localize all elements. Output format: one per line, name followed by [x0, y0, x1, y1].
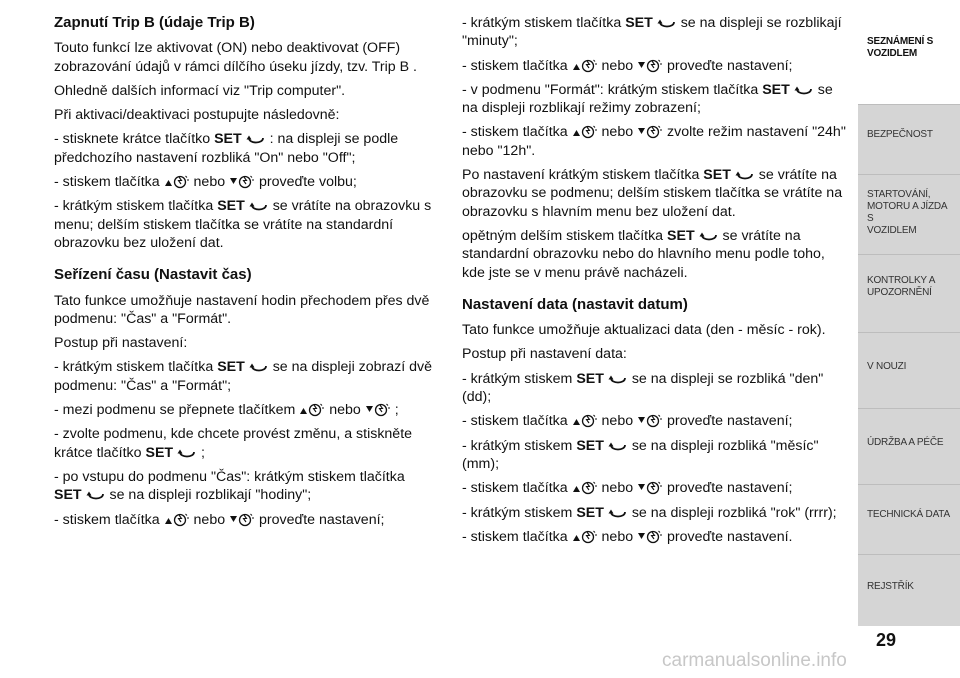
- step-text: - stiskem tlačítka: [462, 480, 568, 497]
- instruction-step: [54, 358, 434, 395]
- instruction-step: [462, 81, 846, 118]
- down-voice-icon: [637, 57, 663, 73]
- down-voice-icon: [637, 528, 663, 544]
- instruction-step: [54, 173, 434, 191]
- step-text: se na displeji rozbliká "měsíc" (mm);: [462, 437, 819, 472]
- paragraph: Postup při nastavení:: [54, 335, 188, 352]
- up-voice-icon: [572, 479, 598, 495]
- tab-label: ÚDRŽBA A PÉČE: [867, 437, 944, 448]
- tab-label: UPOZORNĚNÍ: [867, 287, 932, 298]
- return-arrow-icon: [699, 231, 719, 243]
- paragraph: Ohledně dalších informací viz "Trip computer".: [54, 82, 346, 99]
- up-voice-icon: [572, 123, 598, 139]
- section-heading-time: Seřízení času (Nastavit čas): [54, 266, 252, 284]
- down-voice-icon: [229, 511, 255, 527]
- step-text: - mezi podmenu se přepnete tlačítkem: [54, 402, 296, 419]
- paragraph: Při aktivaci/deaktivaci postupujte následovně:: [54, 107, 340, 124]
- step-text: - krátkým stiskem tlačítka: [54, 359, 214, 376]
- tab-v-nouzi[interactable]: [858, 332, 960, 408]
- instruction-step: [54, 130, 434, 167]
- down-voice-icon: [229, 173, 255, 189]
- up-voice-icon: [299, 401, 325, 417]
- step-text: se na displeji se rozbliká "den" (dd);: [462, 370, 824, 406]
- step-text: - krátkým stiskem: [462, 437, 573, 454]
- step-text: - stisknete krátce tlačítko: [54, 131, 211, 148]
- tab-kontrolky-a-upozorneni[interactable]: [858, 254, 960, 332]
- step-text: proveďte nastavení;: [667, 413, 793, 430]
- up-voice-icon: [164, 511, 190, 527]
- step-text: ;: [200, 444, 205, 461]
- set-button-label: SET: [145, 444, 174, 461]
- instruction-step: [54, 401, 434, 419]
- down-voice-icon: [637, 479, 663, 495]
- return-arrow-icon: [177, 448, 197, 460]
- instruction-step: [462, 528, 846, 546]
- step-text: zvolte režim nastavení "24h" nebo "12h".: [462, 124, 846, 159]
- step-text: - v podmenu "Formát": krátkým stiskem tlačítka: [462, 81, 759, 98]
- instruction-step: [462, 227, 846, 282]
- set-button-label: SET: [762, 81, 790, 98]
- section-heading-trip-b: Zapnutí Trip B (údaje Trip B): [54, 14, 255, 31]
- tab-label: REJSTŘÍK: [867, 581, 914, 592]
- down-voice-icon: [637, 123, 663, 139]
- step-text: nebo: [601, 528, 634, 545]
- step-text: - krátkým stiskem tlačítka: [462, 15, 622, 31]
- step-text: se na displeji rozbliká "rok" (rrrr);: [631, 504, 837, 521]
- step-text: se na displeji se rozblikají "minuty";: [462, 15, 842, 50]
- set-button-label: SET: [576, 370, 604, 387]
- return-arrow-icon: [794, 85, 814, 97]
- tab-label: SEZNÁMENÍ S: [867, 36, 934, 47]
- step-text: - krátkým stiskem: [462, 370, 573, 387]
- step-text: nebo: [193, 174, 226, 191]
- up-voice-icon: [572, 412, 598, 428]
- tab-label: BEZPEČNOST: [867, 129, 933, 140]
- tab-label: STARTOVÁNÍ,: [867, 189, 931, 200]
- instruction-step: [462, 437, 846, 474]
- step-text: proveďte volbu;: [259, 174, 357, 191]
- step-text: - stiskem tlačítka: [462, 124, 568, 141]
- step-text: : na displeji se podle předchozího nastavení rozbliká "On" nebo "Off";: [54, 131, 399, 166]
- step-text: - krátkým stiskem tlačítka: [54, 198, 214, 215]
- return-arrow-icon: [608, 508, 628, 520]
- instruction-step: [462, 14, 846, 51]
- return-arrow-icon: [608, 441, 628, 453]
- tab-seznameni-s-vozidlem[interactable]: [858, 26, 960, 104]
- set-button-label: SET: [576, 437, 604, 454]
- set-button-label: SET: [217, 198, 245, 215]
- step-text: - stiskem tlačítka: [54, 511, 160, 528]
- step-text: se na displeji rozblikají režimy zobrazení;: [462, 81, 833, 117]
- step-text: nebo: [601, 124, 634, 141]
- watermark: carmanualsonline.info: [662, 650, 847, 671]
- step-text: proveďte nastavení.: [667, 528, 793, 545]
- step-text: Po nastavení krátkým stiskem tlačítka: [462, 167, 700, 184]
- tab-label: MOTORU A JÍZDA S: [867, 201, 947, 224]
- tab-rejstrik[interactable]: [858, 554, 960, 626]
- set-button-label: SET: [576, 504, 604, 521]
- step-text: nebo: [601, 57, 634, 74]
- page-number: 29: [876, 630, 897, 650]
- return-arrow-icon: [86, 490, 106, 502]
- tab-technicka-data[interactable]: [858, 484, 960, 554]
- tab-label: KONTROLKY A: [867, 275, 936, 286]
- step-text: nebo: [329, 402, 361, 419]
- step-text: - stiskem tlačítka: [462, 528, 568, 545]
- up-voice-icon: [572, 57, 598, 73]
- step-text: nebo: [601, 480, 634, 497]
- left-column: [54, 14, 434, 535]
- tab-bezpecnost[interactable]: [858, 104, 960, 174]
- up-voice-icon: [164, 173, 190, 189]
- return-arrow-icon: [246, 134, 266, 146]
- set-button-label: SET: [667, 227, 695, 244]
- instruction-step: [462, 166, 846, 221]
- instruction-step: [54, 511, 434, 529]
- paragraph: Postup při nastavení data:: [462, 346, 627, 363]
- step-text: proveďte nastavení;: [259, 511, 385, 528]
- instruction-step: [462, 370, 846, 407]
- instruction-step: [462, 504, 846, 522]
- set-button-label: SET: [217, 359, 245, 376]
- instruction-step: [462, 412, 846, 430]
- tab-label: V NOUZI: [867, 361, 907, 372]
- step-text: se na displeji zobrazí dvě podmenu: "Čas" a "Formát";: [54, 359, 433, 394]
- step-text: - zvolte podmenu, kde chcete provést změnu, a stiskněte krátce tlačítko: [54, 426, 413, 461]
- step-text: se vrátíte na obrazovku s menu; delším stiskem tlačítka se vrátíte na standardní obrazovku bez uložení dat.: [54, 198, 432, 251]
- right-column: [462, 14, 846, 552]
- return-arrow-icon: [608, 374, 628, 386]
- step-text: se vrátíte na standardní obrazovku nebo do hlavního menu podle toho, kde jste se v menu právě nacházeli.: [462, 227, 825, 281]
- set-button-label: SET: [625, 15, 653, 31]
- chapter-sidebar: [858, 0, 960, 678]
- set-button-label: SET: [703, 167, 731, 184]
- step-text: proveďte nastavení;: [667, 57, 793, 74]
- step-text: - po vstupu do podmenu "Čas": krátkým stiskem tlačítka: [54, 468, 405, 485]
- tab-startovani-motoru[interactable]: [858, 174, 960, 254]
- instruction-step: [462, 479, 846, 497]
- return-arrow-icon: [249, 201, 269, 213]
- return-arrow-icon: [657, 18, 677, 30]
- step-text: nebo: [601, 413, 634, 430]
- instruction-step: [54, 197, 434, 252]
- step-text: - stiskem tlačítka: [54, 174, 160, 191]
- instruction-step: [54, 468, 434, 505]
- step-text: - krátkým stiskem: [462, 504, 573, 521]
- step-text: nebo: [193, 511, 226, 528]
- instruction-step: [462, 123, 846, 160]
- paragraph: Tato funkce umožňuje aktualizaci data (den - měsíc - rok).: [462, 322, 826, 339]
- step-text: - stiskem tlačítka: [462, 413, 568, 430]
- tab-label: VOZIDLEM: [867, 225, 917, 236]
- tab-label: TECHNICKÁ DATA: [867, 509, 950, 520]
- step-text: - stiskem tlačítka: [462, 57, 568, 74]
- instruction-step: [462, 57, 846, 75]
- tab-udrzba-a-pece[interactable]: [858, 408, 960, 484]
- paragraph: Touto funkcí lze aktivovat (ON) nebo deaktivovat (OFF) zobrazování údajů v rámci dílčího úseku jízdy, tzv. Trip B .: [54, 40, 417, 75]
- tab-label: VOZIDLEM: [867, 48, 918, 59]
- down-voice-icon: [637, 412, 663, 428]
- step-text: se vrátíte na obrazovku se podmenu; delším stiskem tlačítka se vrátíte na obrazovku s hlavním menu bez uložení dat.: [462, 167, 843, 220]
- step-text: proveďte nastavení;: [667, 480, 793, 497]
- set-button-label: SET: [214, 131, 242, 148]
- down-voice-icon: [365, 401, 391, 417]
- set-button-label: SET: [54, 487, 82, 504]
- instruction-step: [54, 425, 434, 462]
- up-voice-icon: [572, 528, 598, 544]
- return-arrow-icon: [249, 362, 269, 374]
- step-text: opětným delším stiskem tlačítka: [462, 227, 664, 244]
- step-text: se na displeji rozblikají "hodiny";: [109, 487, 312, 504]
- paragraph: Tato funkce umožňuje nastavení hodin přechodem přes dvě podmenu: "Čas" a "Formát".: [54, 292, 430, 327]
- return-arrow-icon: [735, 170, 755, 182]
- step-text: ;: [394, 402, 399, 419]
- section-heading-date: Nastavení data (nastavit datum): [462, 295, 688, 313]
